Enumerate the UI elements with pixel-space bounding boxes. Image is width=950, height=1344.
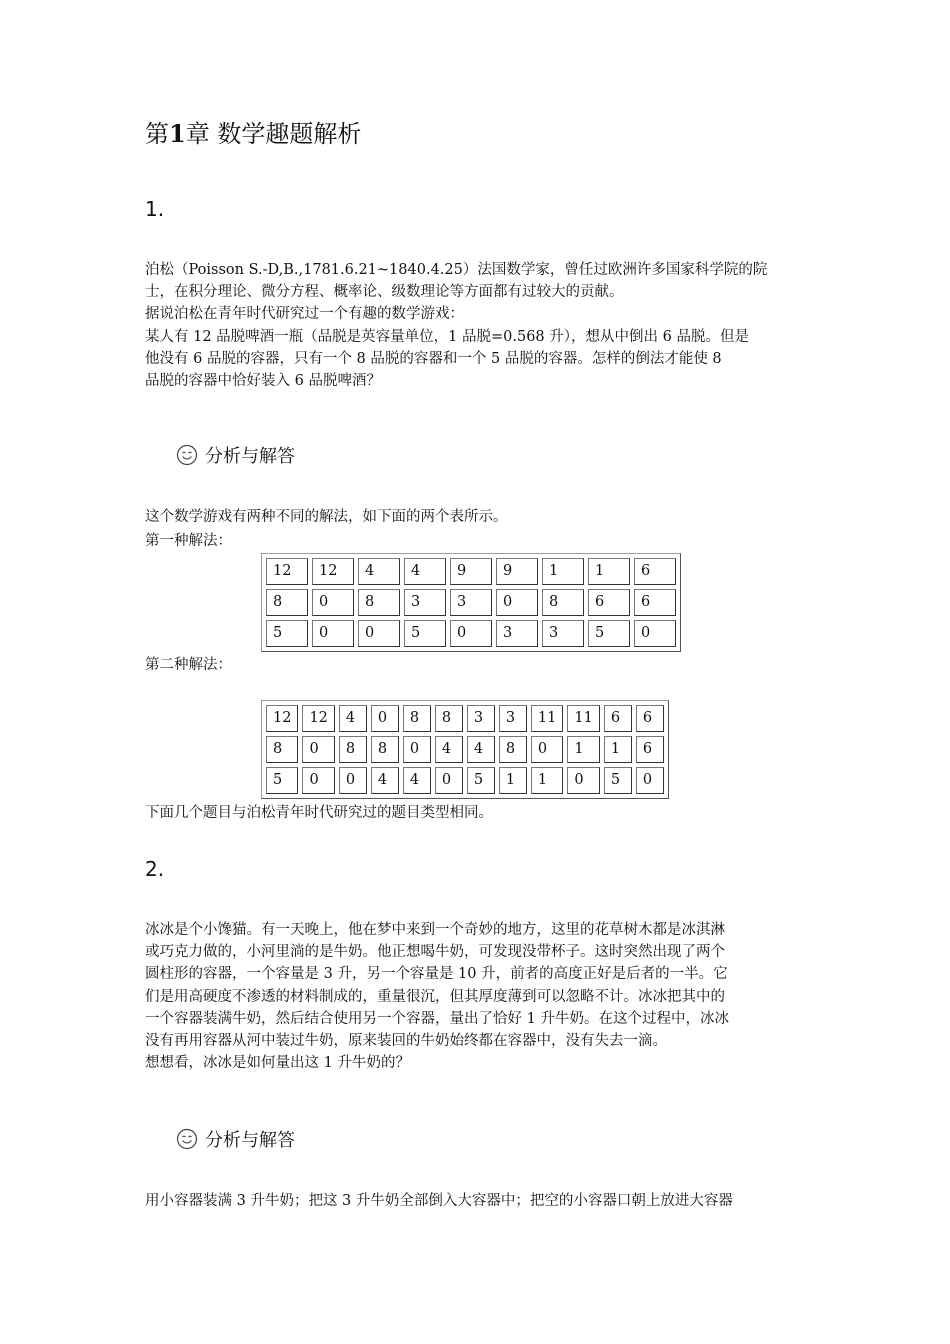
paragraph-line: 他没有 6 品脱的容器，只有一个 8 品脱的容器和一个 5 品脱的容器。怎样的倒法才能使 8	[145, 350, 722, 367]
method-2-label: 第二种解法：	[145, 657, 232, 673]
table-row	[266, 767, 664, 794]
smiley-icon	[176, 1128, 198, 1150]
table-row	[266, 705, 664, 732]
table-cell: 0	[636, 767, 664, 794]
table-cell: 11	[531, 705, 563, 732]
table-cell: 8	[435, 705, 463, 732]
table-cell: 0	[435, 767, 463, 794]
table-cell: 12	[302, 705, 334, 732]
table-cell: 9	[450, 558, 492, 585]
table-cell: 3	[404, 589, 446, 616]
table-cell: 6	[636, 705, 664, 732]
table-cell: 5	[266, 620, 308, 647]
table-cell: 0	[496, 589, 538, 616]
table-row	[266, 589, 676, 616]
paragraph-line: 一个容器装满牛奶，然后结合使用另一个容器，量出了恰好 1 升牛奶。在这个过程中，冰冰	[145, 1010, 729, 1027]
table-cell: 0	[302, 736, 334, 763]
table-cell: 8	[266, 589, 308, 616]
table-cell: 8	[339, 736, 367, 763]
paragraph-line: 圆柱形的容器，一个容量是 3 升，另一个容量是 10 升，前者的高度正好是后者的一半。它	[145, 966, 728, 983]
table-cell: 3	[450, 589, 492, 616]
table-cell: 1	[604, 736, 632, 763]
table-cell: 6	[634, 558, 676, 585]
paragraph-line: 泊松（Poisson S.-D,B.,1781.6.21~1840.4.25）法国数学家，曾任过欧洲许多国家科学院的院	[145, 262, 768, 278]
paragraph-line: 士，在积分理论、微分方程、概率论、级数理论等方面都有过较大的贡献。	[145, 284, 624, 301]
table-cell: 5	[588, 620, 630, 647]
table-cell: 0	[531, 736, 563, 763]
table-cell: 8	[403, 705, 431, 732]
table-cell: 9	[496, 558, 538, 585]
table-cell: 11	[567, 705, 599, 732]
table-row	[266, 620, 676, 647]
analysis-intro: 这个数学游戏有两种不同的解法，如下面的两个表所示。	[145, 509, 508, 525]
question-1-paragraph	[145, 259, 810, 392]
table-cell: 4	[371, 767, 399, 794]
table-cell: 12	[266, 558, 308, 585]
table-cell: 4	[435, 736, 463, 763]
table-cell: 8	[499, 736, 527, 763]
table-cell: 0	[450, 620, 492, 647]
table-row	[266, 558, 676, 585]
solution-table-2	[261, 700, 669, 799]
chapter-number: 1	[169, 119, 186, 148]
table-cell: 0	[358, 620, 400, 647]
question-1-number: 1.	[145, 197, 165, 221]
paragraph-line: 据说泊松在青年时代研究过一个有趣的数学游戏：	[145, 306, 464, 323]
table-cell: 0	[634, 620, 676, 647]
table-cell: 0	[312, 589, 354, 616]
table-row	[266, 736, 664, 763]
table-cell: 1	[567, 736, 599, 763]
table-cell: 8	[266, 736, 298, 763]
table-cell: 8	[358, 589, 400, 616]
table-cell: 0	[371, 705, 399, 732]
table-cell: 5	[604, 767, 632, 794]
solution-table-1	[261, 553, 681, 652]
table-cell: 5	[266, 767, 298, 794]
paragraph-line: 或巧克力做的，小河里淌的是牛奶。他正想喝牛奶，可发现没带杯子。这时突然出现了两个	[145, 944, 725, 961]
table-cell: 1	[499, 767, 527, 794]
table-cell: 4	[339, 705, 367, 732]
chapter-prefix: 第	[145, 120, 169, 148]
question-2-answer: 用小容器装满 3 升牛奶；把这 3 升牛奶全部倒入大容器中；把空的小容器口朝上放进大容器	[145, 1193, 733, 1209]
analysis-label: 分析与解答	[205, 446, 295, 467]
table-cell: 0	[302, 767, 334, 794]
table-cell: 6	[636, 736, 664, 763]
table-cell: 1	[531, 767, 563, 794]
question-2-paragraph	[145, 919, 810, 1074]
table-cell: 0	[312, 620, 354, 647]
table-cell: 5	[467, 767, 495, 794]
table-cell: 6	[604, 705, 632, 732]
chapter-suffix: 章 数学趣题解析	[185, 120, 362, 148]
method-1-label: 第一种解法：	[145, 533, 232, 549]
table-cell: 3	[496, 620, 538, 647]
paragraph-line: 某人有 12 品脱啤酒一瓶（品脱是英容量单位，1 品脱=0.568 升），想从中倒出 6 品脱。但是	[145, 328, 749, 345]
table-cell: 1	[588, 558, 630, 585]
question-2-number: 2.	[145, 857, 165, 881]
paragraph-line: 想想看，冰冰是如何量出这 1 升牛奶的？	[145, 1055, 410, 1072]
paragraph-line: 品脱的容器中恰好装入 6 品脱啤酒？	[145, 373, 381, 390]
table-cell: 0	[339, 767, 367, 794]
analysis-label: 分析与解答	[205, 1130, 295, 1151]
table-cell: 4	[467, 736, 495, 763]
table-cell: 3	[542, 620, 584, 647]
table-cell: 1	[542, 558, 584, 585]
table-cell: 3	[467, 705, 495, 732]
table-cell: 0	[403, 736, 431, 763]
paragraph-line: 冰冰是个小馋猫。有一天晚上，他在梦中来到一个奇妙的地方，这里的花草树木都是冰淇淋	[145, 922, 725, 938]
smiley-icon	[176, 444, 198, 466]
table-cell: 3	[499, 705, 527, 732]
table-cell: 4	[404, 558, 446, 585]
paragraph-line: 们是用高硬度不渗透的材料制成的，重量很沉，但其厚度薄到可以忽略不计。冰冰把其中的	[145, 988, 725, 1005]
table-cell: 6	[634, 589, 676, 616]
table-cell: 0	[567, 767, 599, 794]
question-1-closing: 下面几个题目与泊松青年时代研究过的题目类型相同。	[145, 805, 493, 821]
table-cell: 5	[404, 620, 446, 647]
chapter-title	[145, 118, 361, 150]
table-cell: 4	[358, 558, 400, 585]
analysis-heading-2	[176, 1126, 295, 1152]
table-cell: 8	[542, 589, 584, 616]
table-cell: 6	[588, 589, 630, 616]
table-cell: 12	[266, 705, 298, 732]
table-cell: 4	[403, 767, 431, 794]
paragraph-line: 没有再用容器从河中装过牛奶，原来装回的牛奶始终都在容器中，没有失去一滴。	[145, 1033, 667, 1050]
table-cell: 12	[312, 558, 354, 585]
analysis-heading-1	[176, 442, 295, 468]
table-cell: 8	[371, 736, 399, 763]
